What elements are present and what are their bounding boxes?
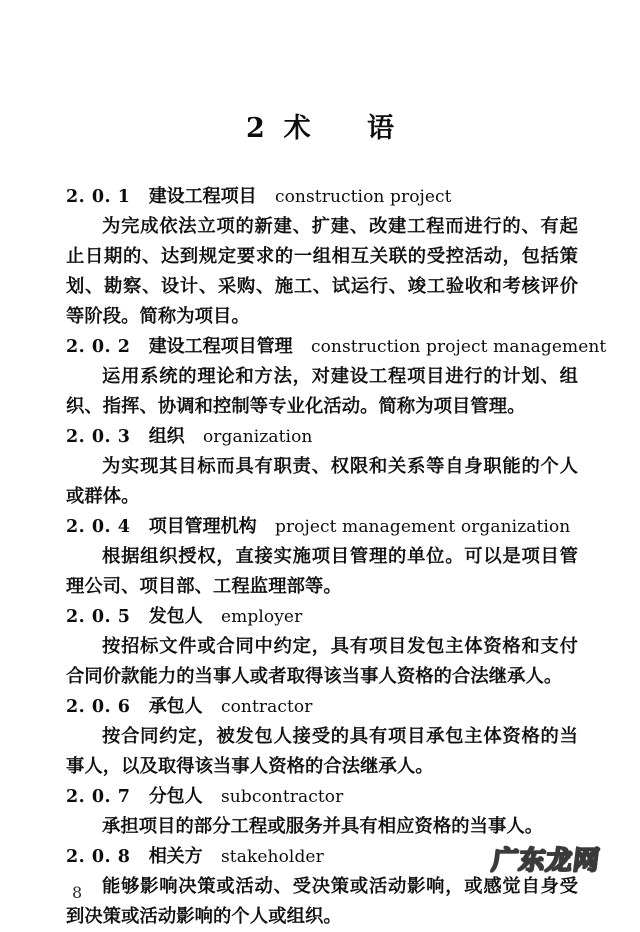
terms-list bbox=[66, 182, 607, 932]
term-name-cn: 相关方 bbox=[148, 846, 203, 867]
term-definition: 承担项目的部分工程或服务并具有相应资格的当事人。 bbox=[102, 816, 544, 837]
term-name-cn: 项目管理机构 bbox=[148, 516, 257, 537]
term-definition: 为实现其目标而具有职责、权限和关系等自身职能的个人或群体。 bbox=[66, 456, 578, 507]
term-name-en: construction project management bbox=[310, 337, 607, 357]
term-definition: 按招标文件或合同中约定，具有项目发包主体资格和支付合同价款能力的当事人或者取得该当事人资格的合法继承人。 bbox=[66, 636, 578, 687]
term-name-en: project management organization bbox=[274, 517, 571, 537]
term-number: 2. 0. 7 bbox=[66, 787, 131, 807]
term-number: 2. 0. 5 bbox=[66, 607, 131, 627]
watermark-logo: 广东龙网 bbox=[490, 846, 602, 876]
term-name-en: subcontractor bbox=[220, 787, 344, 807]
term-heading bbox=[66, 692, 578, 722]
term-heading bbox=[66, 422, 578, 452]
term-definition: 能够影响决策或活动、受决策或活动影响，或感觉自身受到决策或活动影响的个人或组织。 bbox=[66, 876, 578, 927]
term-heading bbox=[66, 512, 578, 542]
term-number: 2. 0. 3 bbox=[66, 427, 131, 447]
term-number: 2. 0. 2 bbox=[66, 337, 131, 357]
term-name-en: stakeholder bbox=[220, 847, 324, 867]
term-name-en: employer bbox=[220, 607, 303, 627]
term-number: 2. 0. 4 bbox=[66, 517, 131, 537]
term-name-en: construction project bbox=[274, 187, 452, 207]
term-entry bbox=[66, 692, 578, 782]
term-name-cn: 组织 bbox=[148, 426, 185, 447]
term-definition: 按合同约定，被发包人接受的具有项目承包主体资格的当事人，以及取得该当事人资格的合法继承人。 bbox=[66, 726, 578, 777]
term-number: 2. 0. 6 bbox=[66, 697, 131, 717]
term-heading bbox=[66, 332, 607, 362]
term-definition: 为完成依法立项的新建、扩建、改建工程而进行的、有起止日期的、达到规定要求的一组相互关联的受控活动，包括策划、勘察、设计、采购、施工、试运行、竣工验收和考核评价等阶段。简称为项目。 bbox=[66, 216, 578, 327]
term-name-cn: 建设工程项目管理 bbox=[148, 336, 293, 357]
term-entry bbox=[66, 332, 607, 422]
term-number: 2. 0. 1 bbox=[66, 187, 131, 207]
term-entry bbox=[66, 842, 578, 932]
page-title: 2 术 语 bbox=[246, 113, 394, 144]
term-entry bbox=[66, 602, 578, 692]
term-name-cn: 承包人 bbox=[148, 696, 203, 717]
term-entry bbox=[66, 782, 578, 842]
term-definition: 根据组织授权，直接实施项目管理的单位。可以是项目管理公司、项目部、工程监理部等。 bbox=[66, 546, 578, 597]
term-number: 2. 0. 8 bbox=[66, 847, 131, 867]
term-name-cn: 发包人 bbox=[148, 606, 203, 627]
term-name-cn: 分包人 bbox=[148, 786, 203, 807]
page-number: 8 bbox=[72, 884, 83, 898]
term-heading bbox=[66, 602, 578, 632]
term-entry bbox=[66, 422, 578, 512]
term-heading bbox=[66, 182, 578, 212]
term-name-en: contractor bbox=[220, 697, 313, 717]
term-entry bbox=[66, 182, 578, 332]
term-entry bbox=[66, 512, 578, 602]
term-heading bbox=[66, 782, 578, 812]
term-name-en: organization bbox=[202, 427, 313, 447]
term-name-cn: 建设工程项目 bbox=[148, 186, 257, 207]
term-definition: 运用系统的理论和方法，对建设工程项目进行的计划、组织、指挥、协调和控制等专业化活动。简称为项目管理。 bbox=[66, 366, 578, 417]
term-heading bbox=[66, 842, 578, 872]
